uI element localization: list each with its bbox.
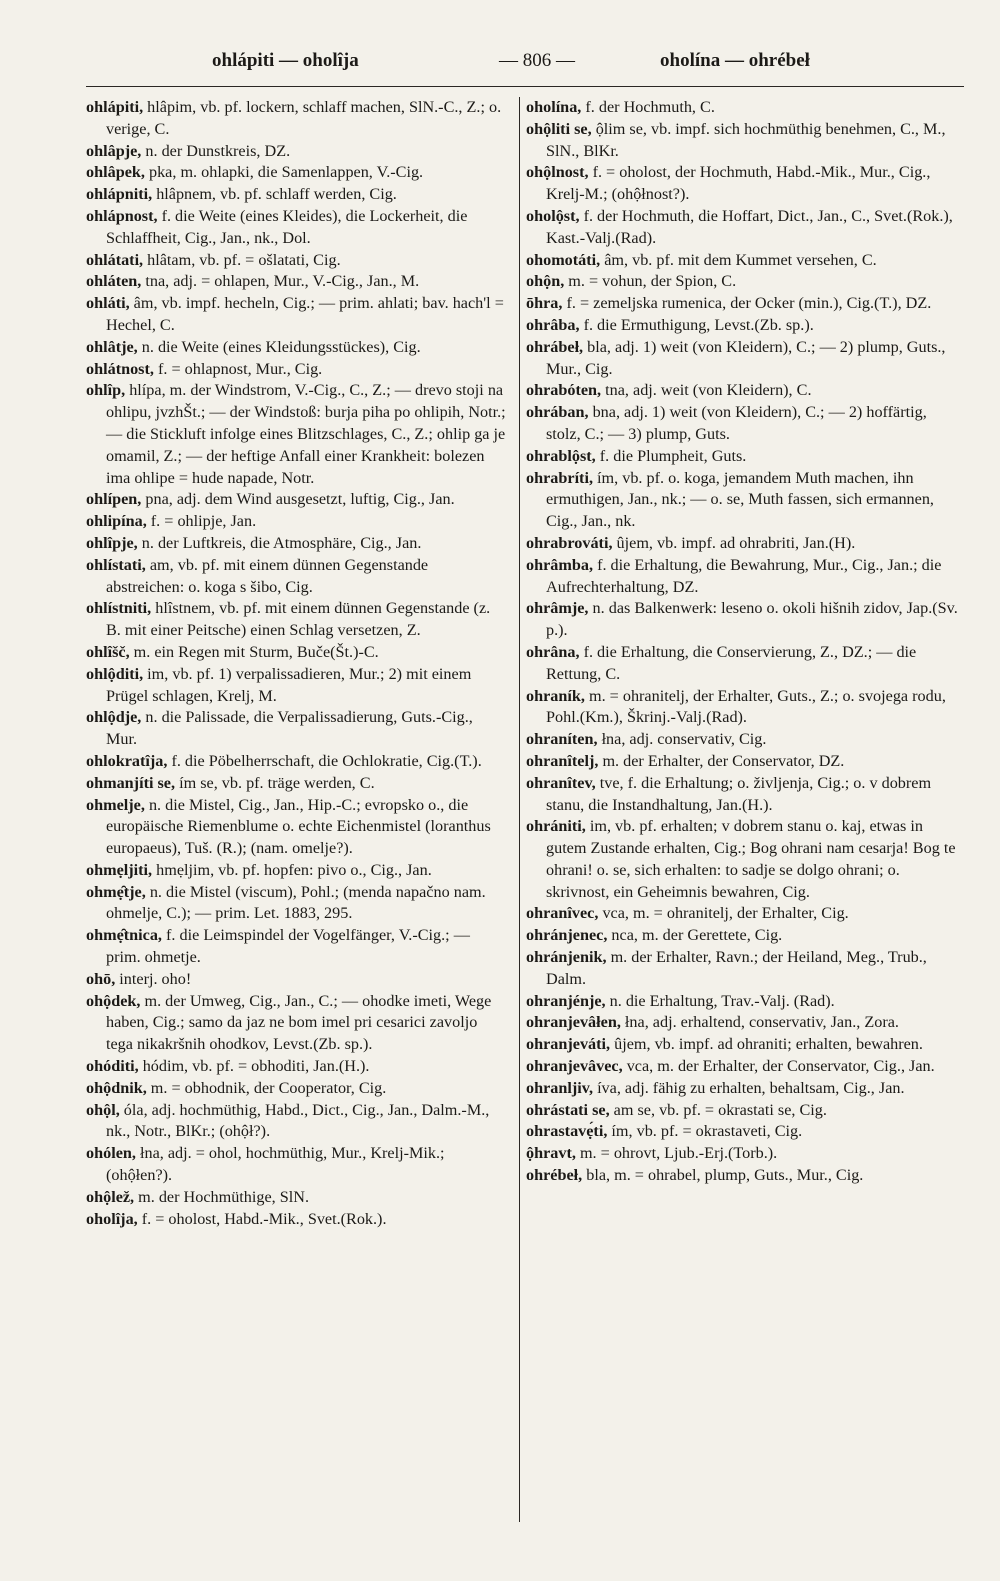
dictionary-entry xyxy=(86,1056,506,1078)
entry-definition: f. die Erhaltung, die Bewahrung, Mur., Cig., Jan.; die Aufrechterhaltung, DZ. xyxy=(546,555,942,596)
columns xyxy=(86,97,964,1230)
dictionary-entry xyxy=(526,686,964,730)
entry-definition: vca, m. der Erhalter, der Conservator, Cig., Jan. xyxy=(622,1057,935,1076)
dictionary-entry xyxy=(86,97,506,141)
dictionary-entry xyxy=(86,141,506,163)
dictionary-entry xyxy=(86,271,506,293)
entry-headword: ohranîtev, xyxy=(526,773,596,792)
entry-definition: im, vb. pf. 1) verpalissadieren, Mur.; 2) mit einem Prügel schlagen, Krelj, M. xyxy=(106,664,472,705)
entry-definition: íva, adj. fähig zu erhalten, behaltsam, Cig., Jan. xyxy=(593,1078,905,1097)
entry-headword: ōhra, xyxy=(526,294,563,313)
dictionary-entry xyxy=(526,162,964,206)
entry-definition: f. = ohlipje, Jan. xyxy=(146,512,257,531)
entry-definition: tve, f. die Erhaltung; o. življenja, Cig.; o. v dobrem stanu, die Instandhaltung, Jan.(H.). xyxy=(546,773,932,814)
entry-definition: ím, vb. pf. o. koga, jemandem Muth machen, ihn ermuthigen, Jan., nk.; — o. se, Muth fassen, sich ermannen, Cig., Jan., nk. xyxy=(546,468,934,531)
right-column xyxy=(526,97,964,1230)
entry-headword: ohránjenec, xyxy=(526,926,608,945)
dictionary-entry xyxy=(526,402,964,446)
entry-definition: m. = ohranitelj, der Erhalter, Guts., Z.; o. svojega rodu, Pohl.(Km.), Škrinj.-Valj.(Rad). xyxy=(546,686,946,727)
entry-definition: hlîstnem, vb. pf. mit einem dünnen Gegenstande (z. B. mit einer Peitsche) einen Schlag versetzen, Z. xyxy=(106,599,491,640)
entry-headword: ohō, xyxy=(86,969,116,988)
dictionary-entry xyxy=(526,1121,964,1143)
entry-headword: ohlîpje, xyxy=(86,533,138,552)
entry-headword: ohrâmje, xyxy=(526,599,589,618)
dictionary-entry xyxy=(526,337,964,381)
entry-definition: bna, adj. 1) weit (von Kleidern), C.; — 2) hoffärtig, stolz, C.; — 3) plump, Guts. xyxy=(546,403,927,443)
entry-definition: im, vb. pf. erhalten; v dobrem stanu o. kaj, etwas in gutem Zustande erhalten, Cig.; Bog ohrani nam cesarja! Bog te ohrani! o. se, sich erhalten: to sadje se dolgo ohrani; o. skrivnost, ein Geheimnis bewahren, Cig. xyxy=(546,817,956,901)
entry-definition: m. der Erhalter, der Conservator, DZ. xyxy=(598,751,845,770)
entry-headword: ohlộditi, xyxy=(86,664,144,683)
entry-definition: f. die Ermuthigung, Levst.(Zb. sp.). xyxy=(579,315,814,334)
dictionary-entry xyxy=(526,1100,964,1122)
entry-definition: ûjem, vb. impf. ad ohrabriti, Jan.(H). xyxy=(612,533,856,552)
entry-headword: ohólen, xyxy=(86,1144,136,1163)
dictionary-entry xyxy=(86,751,506,773)
entry-definition: f. = oholost, Habd.-Mik., Svet.(Rok.). xyxy=(137,1209,387,1228)
entry-definition: m. = obhodnik, der Cooperator, Cig. xyxy=(146,1078,387,1097)
entry-definition: n. die Weite (eines Kleidungsstückes), Cig. xyxy=(137,337,421,356)
entry-headword: ohranljiv, xyxy=(526,1078,594,1097)
entry-headword: ohlístati, xyxy=(86,555,146,574)
dictionary-entry xyxy=(86,555,506,599)
entry-headword: oholộst, xyxy=(526,206,580,225)
entry-headword: ohranjeváti, xyxy=(526,1035,611,1054)
dictionary-entry xyxy=(86,1143,506,1187)
entry-headword: ohộl, xyxy=(86,1100,120,1119)
entry-definition: n. der Dunstkreis, DZ. xyxy=(141,141,291,160)
entry-headword: ohláten, xyxy=(86,272,142,291)
entry-definition: n. die Erhaltung, Trav.-Valj. (Rad). xyxy=(605,991,835,1010)
entry-headword: ohrástati se, xyxy=(526,1100,610,1119)
entry-definition: n. die Palissade, die Verpalissadierung, Guts.-Cig., Mur. xyxy=(106,708,473,749)
entry-definition: ộlim se, vb. impf. sich hochmüthig benehmen, C., M., SlN., BlKr. xyxy=(546,119,946,160)
entry-headword: ohlipína, xyxy=(86,512,147,531)
dictionary-entry xyxy=(526,271,964,293)
dictionary-entry xyxy=(86,773,506,795)
dictionary-entry xyxy=(526,97,964,119)
entry-headword: ohlátnost, xyxy=(86,359,154,378)
entry-definition: m. der Erhalter, Ravn.; der Heiland, Meg., Trub., Dalm. xyxy=(546,948,927,988)
dictionary-entry xyxy=(526,119,964,163)
dictionary-entry xyxy=(526,1012,964,1034)
header-left-guide-words: ohlápiti — oholîja xyxy=(212,50,359,71)
entry-headword: ộhravt, xyxy=(526,1144,576,1163)
left-column xyxy=(86,97,506,1230)
entry-headword: ohlâtje, xyxy=(86,337,138,356)
dictionary-entry xyxy=(526,991,964,1013)
entry-headword: ohmanjíti se, xyxy=(86,773,176,792)
dictionary-entry xyxy=(86,860,506,882)
dictionary-entry xyxy=(86,206,506,250)
dictionary-entry xyxy=(526,642,964,686)
entry-headword: ohlípen, xyxy=(86,490,142,509)
entry-definition: f. die Weite (eines Kleides), die Lockerheit, die Schlaffheit, Cig., Jan., nk., Dol. xyxy=(106,206,468,247)
entry-definition: âm, vb. pf. mit dem Kummet versehen, C. xyxy=(600,250,877,269)
dictionary-entry xyxy=(526,1143,964,1165)
dictionary-entry xyxy=(86,162,506,184)
entry-headword: ohộliti se, xyxy=(526,119,592,138)
dictionary-entry xyxy=(86,969,506,991)
entry-definition: am se, vb. pf. = okrastati se, Cig. xyxy=(609,1100,827,1119)
entry-headword: ohranîvec, xyxy=(526,904,599,923)
entry-definition: nca, m. der Gerettete, Cig. xyxy=(607,926,783,945)
dictionary-entry xyxy=(526,380,964,402)
dictionary-entry xyxy=(86,1100,506,1144)
entry-definition: m. ein Regen mit Sturm, Buče(Št.)-C. xyxy=(129,642,379,661)
entry-definition: ím se, vb. pf. träge werden, C. xyxy=(175,773,375,792)
entry-headword: ohlîšč, xyxy=(86,642,130,661)
entry-headword: ohộlež, xyxy=(86,1187,135,1206)
entry-definition: hódim, vb. pf. = obhoditi, Jan.(H.). xyxy=(138,1057,370,1076)
entry-headword: ohrabóten, xyxy=(526,381,602,400)
entry-definition: tna, adj. = ohlapen, Mur., V.-Cig., Jan., M. xyxy=(141,272,420,291)
dictionary-entry xyxy=(526,751,964,773)
dictionary-entry xyxy=(86,664,506,708)
entry-headword: ohrábeł, xyxy=(526,337,584,356)
entry-headword: ohlápnost, xyxy=(86,206,158,225)
dictionary-entry xyxy=(86,642,506,664)
entry-headword: ohlístniti, xyxy=(86,599,152,618)
entry-definition: ûjem, vb. impf. ad ohraniti; erhalten, bewahren. xyxy=(610,1035,923,1054)
dictionary-entry xyxy=(86,598,506,642)
page-number: — 806 — xyxy=(499,50,575,71)
entry-headword: ohraníten, xyxy=(526,730,598,749)
entry-headword: ohlâpje, xyxy=(86,141,142,160)
entry-definition: pna, adj. dem Wind ausgesetzt, luftig, Cig., Jan. xyxy=(141,490,455,509)
entry-definition: âm, vb. impf. hecheln, Cig.; — prim. ahlati; bav. hach'l = Hechel, C. xyxy=(106,294,504,334)
entry-definition: óla, adj. hochmüthig, Habd., Dict., Cig., Jan., Dalm.-M., nk., Notr., BlKr.; (ohộł?). xyxy=(106,1100,490,1141)
entry-definition: łna, adj. = ohol, hochmüthig, Mur., Krelj-Mik.; (ohộłen?). xyxy=(106,1144,445,1185)
entry-definition: f. der Hochmuth, die Hoffart, Dict., Jan., C., Svet.(Rok.), Kast.-Valj.(Rad). xyxy=(546,206,953,247)
dictionary-entry xyxy=(526,468,964,533)
entry-definition: m. der Umweg, Cig., Jan., C.; — ohodke imeti, Wege haben, Cig.; samo da jaz ne bom imel pri cesarici zavoljo tega nikakršnih ohodkov, Levst.(Zb. sp.). xyxy=(106,991,492,1054)
entry-headword: ohộlnost, xyxy=(526,163,589,182)
entry-headword: ohomotáti, xyxy=(526,250,601,269)
entry-headword: ohranjevâłen, xyxy=(526,1013,621,1032)
running-header xyxy=(86,50,964,84)
entry-definition: bla, adj. 1) weit (von Kleidern), C.; — 2) plump, Guts., Mur., Cig. xyxy=(546,337,946,378)
dictionary-entry xyxy=(86,250,506,272)
entry-headword: ohranjevâvec, xyxy=(526,1057,623,1076)
entry-definition: hlípa, m. der Windstrom, V.-Cig., C., Z.; — drevo stoji na ohlipu, jvzhŠt.; — der Windstoß: burja piha po ohlipih, Notr.; — die Stickluft infolge eines Blitzschlages, C., Z.; ohlip ga je omamil, Z.; — der heftige Anfall einer Krankheit: bolezen ima ohlipe = hude napade, Notr. xyxy=(106,381,506,487)
entry-headword: ohmẹ̑tnica, xyxy=(86,926,162,945)
entry-definition: łna, adj. erhaltend, conservativ, Jan., Zora. xyxy=(620,1013,899,1032)
dictionary-entry xyxy=(526,315,964,337)
dictionary-entry xyxy=(86,359,506,381)
dictionary-entry xyxy=(526,598,964,642)
dictionary-entry xyxy=(86,1078,506,1100)
entry-headword: ohrában, xyxy=(526,403,589,422)
dictionary-entry xyxy=(86,991,506,1056)
entry-definition: ím, vb. pf. = okrastaveti, Cig. xyxy=(607,1122,803,1141)
entry-headword: oholína, xyxy=(526,98,582,116)
header-rule xyxy=(86,86,964,87)
entry-definition: f. = zemeljska rumenica, der Ocker (min.), Cig.(T.), DZ. xyxy=(562,294,932,313)
entry-definition: f. = oholost, der Hochmuth, Habd.-Mik., Mur., Cig., Krelj-M.; (ohộłnost?). xyxy=(546,163,931,204)
dictionary-entry xyxy=(86,925,506,969)
entry-headword: ohraník, xyxy=(526,686,585,705)
entry-headword: ohlộdje, xyxy=(86,708,142,727)
entry-headword: ohlîp, xyxy=(86,381,126,400)
entry-headword: ohrániti, xyxy=(526,817,586,836)
entry-headword: ohộdek, xyxy=(86,991,141,1010)
entry-headword: ohrâmba, xyxy=(526,555,594,574)
dictionary-entry xyxy=(526,925,964,947)
dictionary-entry xyxy=(86,882,506,926)
entry-definition: m. der Hochmüthige, SlN. xyxy=(134,1187,310,1206)
dictionary-entry xyxy=(526,1078,964,1100)
dictionary-entry xyxy=(526,903,964,925)
entry-definition: m. = vohun, der Spion, C. xyxy=(564,272,737,291)
column-divider xyxy=(519,97,520,1522)
entry-definition: n. die Mistel (viscum), Pohl.; (menda napačno nam. ohmelje, C.); — prim. Let. 1883, 295. xyxy=(106,882,486,923)
dictionary-entry xyxy=(526,1165,964,1187)
entry-headword: oholîja, xyxy=(86,1209,138,1228)
dictionary-entry xyxy=(86,380,506,489)
dictionary-entry xyxy=(526,947,964,991)
entry-definition: am, vb. pf. mit einem dünnen Gegenstande abstreichen: o. koga s šibo, Cig. xyxy=(106,555,429,596)
entry-headword: ohrâba, xyxy=(526,315,580,334)
entry-definition: bla, m. = ohrabel, plump, Guts., Mur., Cig. xyxy=(582,1166,864,1185)
entry-definition: hmẹljim, vb. pf. hopfen: pivo o., Cig., Jan. xyxy=(152,860,432,879)
entry-definition: f. die Plumpheit, Guts. xyxy=(595,446,747,465)
dictionary-entry xyxy=(86,511,506,533)
entry-definition: f. die Pöbelherrschaft, die Ochlokratie, Cig.(T.). xyxy=(167,751,482,770)
dictionary-entry xyxy=(86,337,506,359)
entry-headword: ohranîtelj, xyxy=(526,751,599,770)
dictionary-entry xyxy=(526,293,964,315)
entry-headword: ohranjénje, xyxy=(526,991,606,1010)
dictionary-entry xyxy=(86,795,506,860)
entry-definition: f. der Hochmuth, C. xyxy=(581,98,715,116)
entry-definition: interj. oho! xyxy=(115,969,192,988)
entry-definition: n. das Balkenwerk: leseno o. okoli hišnih zidov, Jap.(Sv. p.). xyxy=(546,599,958,640)
dictionary-entry xyxy=(526,729,964,751)
dictionary-entry xyxy=(86,489,506,511)
entry-headword: ohrabríti, xyxy=(526,468,593,487)
entry-headword: ohóditi, xyxy=(86,1057,139,1076)
dictionary-entry xyxy=(86,184,506,206)
entry-headword: ohlokratîja, xyxy=(86,751,168,770)
dictionary-entry xyxy=(526,1034,964,1056)
entry-headword: ohrablộst, xyxy=(526,446,596,465)
dictionary-entry xyxy=(86,293,506,337)
dictionary-entry xyxy=(526,533,964,555)
dictionary-entry xyxy=(86,707,506,751)
dictionary-entry xyxy=(526,206,964,250)
dictionary-entry xyxy=(526,1056,964,1078)
entry-headword: ohránjenik, xyxy=(526,948,607,967)
entry-headword: ohlátati, xyxy=(86,250,144,269)
entry-definition: hlâpnem, vb. pf. schlaff werden, Cig. xyxy=(152,185,397,204)
entry-headword: ohrabrováti, xyxy=(526,533,613,552)
entry-definition: f. = ohlapnost, Mur., Cig. xyxy=(153,359,323,378)
entry-headword: ohlápiti, xyxy=(86,98,144,116)
entry-definition: f. die Erhaltung, die Conservierung, Z., DZ.; — die Rettung, C. xyxy=(546,642,917,683)
entry-definition: tna, adj. weit (von Kleidern), C. xyxy=(601,381,812,400)
dictionary-entry xyxy=(86,533,506,555)
entry-definition: f. die Leimspindel der Vogelfänger, V.-Cig.; — prim. ohmetje. xyxy=(106,926,470,967)
entry-definition: hlâtam, vb. pf. = ošlatati, Cig. xyxy=(143,250,341,269)
entry-headword: ohộdnik, xyxy=(86,1078,147,1097)
dictionary-entry xyxy=(526,816,964,903)
entry-headword: ohmelje, xyxy=(86,795,145,814)
entry-headword: ohmẹljiti, xyxy=(86,860,153,879)
dictionary-entry xyxy=(526,555,964,599)
entry-definition: vca, m. = ohranitelj, der Erhalter, Cig. xyxy=(598,904,849,923)
dictionary-entry xyxy=(526,250,964,272)
entry-headword: ohláti, xyxy=(86,294,130,313)
dictionary-entry xyxy=(86,1209,506,1231)
dictionary-entry xyxy=(526,773,964,817)
entry-headword: ohmẹ̑tje, xyxy=(86,882,146,901)
entry-headword: ohrébeł, xyxy=(526,1166,583,1185)
entry-definition: pka, m. ohlapki, die Samenlappen, V.-Cig. xyxy=(144,163,424,182)
header-right-guide-words: oholína — ohrébeł xyxy=(660,50,810,71)
entry-headword: ohrastavẹ́ti, xyxy=(526,1122,608,1141)
entry-headword: ohộn, xyxy=(526,272,565,291)
entry-headword: ohlápniti, xyxy=(86,185,153,204)
entry-headword: ohrâna, xyxy=(526,642,580,661)
entry-definition: m. = ohrovt, Ljub.-Erj.(Torb.). xyxy=(575,1144,778,1163)
entry-definition: łna, adj. conservativ, Cig. xyxy=(597,730,767,749)
entry-definition: n. die Mistel, Cig., Jan., Hip.-C.; evropsko o., die europäische Riemenblume o. echte Eichenmistel (loranthus europaeus), Tuš. (R.); (nam. omelje?). xyxy=(106,795,491,858)
entry-definition: n. der Luftkreis, die Atmosphäre, Cig., Jan. xyxy=(137,533,422,552)
dictionary-entry xyxy=(526,446,964,468)
dictionary-entry xyxy=(86,1187,506,1209)
entry-headword: ohlâpek, xyxy=(86,163,145,182)
entry-definition: hlâpim, vb. pf. lockern, schlaff machen, SlN.-C., Z.; o. verige, C. xyxy=(106,98,502,138)
